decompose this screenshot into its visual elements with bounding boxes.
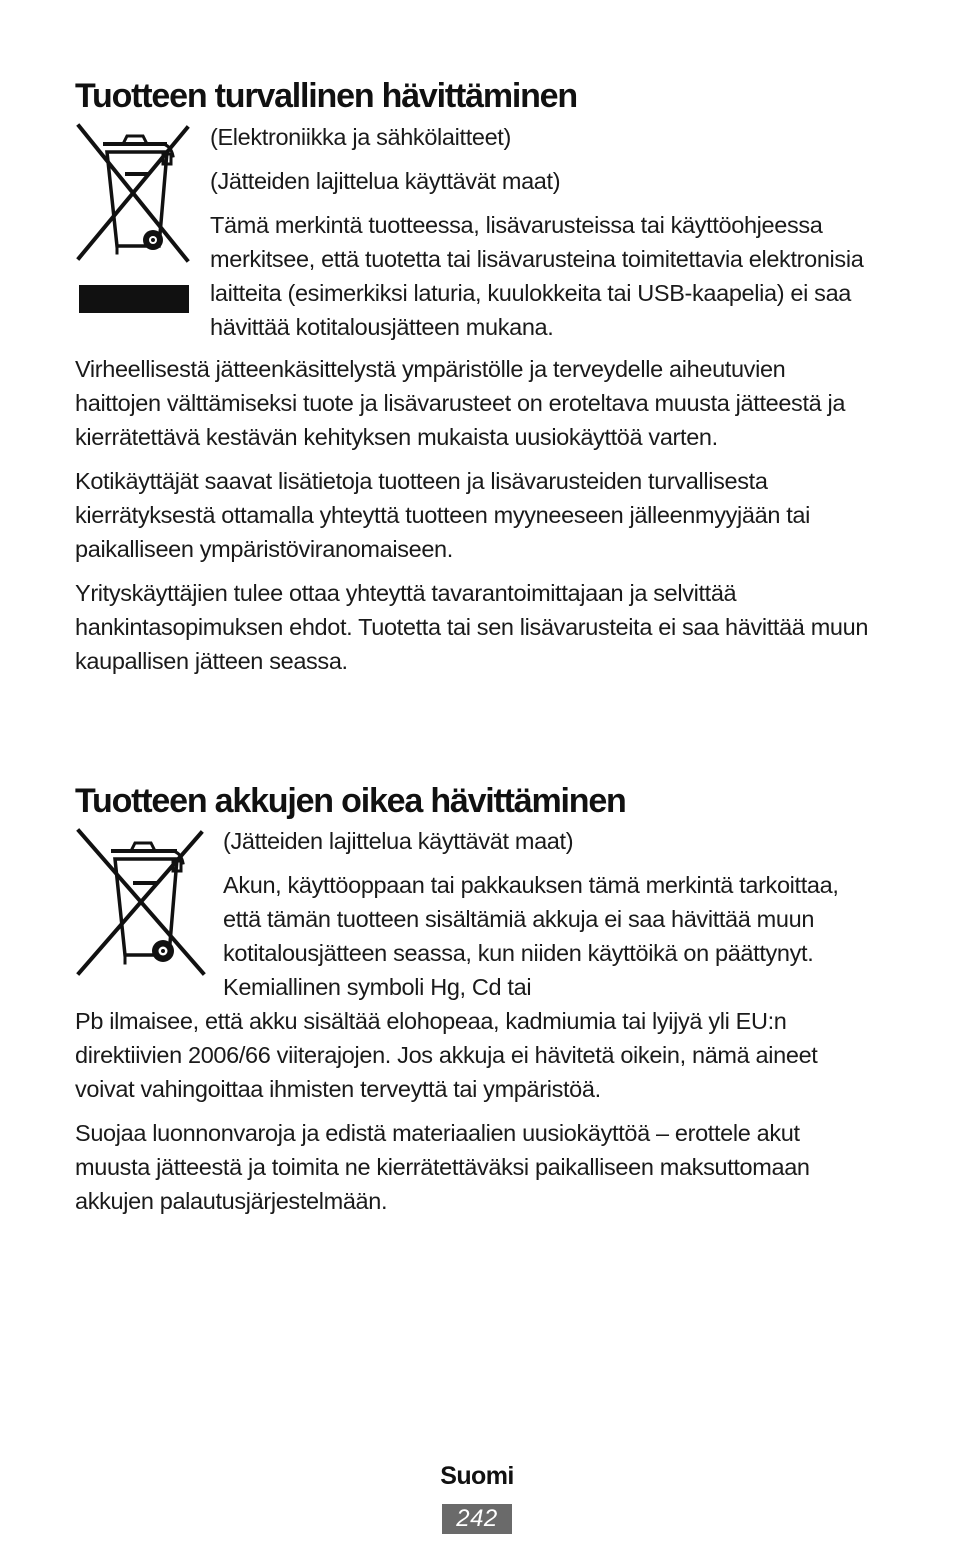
section2-body xyxy=(75,1004,875,1218)
section-title-battery-disposal: Tuotteen akkujen oikea hävittäminen xyxy=(75,782,626,820)
page-number: 242 xyxy=(442,1504,512,1534)
intro-line: (Elektroniikka ja sähkölaitteet) xyxy=(210,124,511,150)
section-title-safe-disposal: Tuotteen turvallinen hävittäminen xyxy=(75,77,577,115)
intro-line: (Jätteiden lajittelua käyttävät maat) xyxy=(223,828,574,854)
paragraph: Kotikäyttäjät saavat lisätietoja tuotteen ja lisävarusteiden turvallisesta kierrätyksestä ottamalla yhteyttä tuotteen myyneeseen jälleenmyyjään tai paikalliseen ympäristöviranomaiseen. xyxy=(75,468,811,562)
solid-bar-mark xyxy=(79,285,189,313)
paragraph-continuation: Pb ilmaisee, että akku sisältää elohopeaa, kadmiumia tai lyijyä yli EU:n direktiivien 2006/66 viiterajojen. Jos akkuja ei hävitetä oikein, nämä aineet voivat vahingoittaa ihmisten terveyttä tai ympäristöä. xyxy=(75,1008,818,1102)
document-page xyxy=(75,0,875,1566)
intro-line: (Jätteiden lajittelua käyttävät maat) xyxy=(210,168,561,194)
footer-language: Suomi xyxy=(440,1462,514,1490)
crossed-out-wheelie-bin-icon xyxy=(75,122,191,267)
section1-intro xyxy=(210,120,875,344)
footer-page-number-wrap xyxy=(0,1504,954,1534)
intro-paragraph: Akun, käyttöoppaan tai pakkauksen tämä merkintä tarkoittaa, että tämän tuotteen sisältämiä akkuja ei saa hävittää muun kotitalousjätteen seassa, kun niiden käyttöikä on päättynyt. Kemiallinen symboli Hg, Cd tai xyxy=(223,872,839,1000)
paragraph: Suojaa luonnonvaroja ja edistä materiaalien uusiokäyttöä – erottele akut muusta jätteestä ja toimita ne kierrätettäväksi paikalliseen maksuttomaan akkujen palautusjärjestelmään. xyxy=(75,1120,810,1214)
intro-paragraph: Tämä merkintä tuotteessa, lisävarusteissa tai käyttöohjeessa merkitsee, että tuotetta tai lisävarusteina toimitettavia elektronisia laitteita (esimerkiksi laturia, kuulokkeita tai USB-kaapelia) ei saa hävittää kotitalousjätteen mukana. xyxy=(210,212,864,340)
paragraph: Yrityskäyttäjien tulee ottaa yhteyttä tavarantoimittajaan ja selvittää hankintasopimuksen ehdot. Tuotetta tai sen lisävarusteita ei saa hävittää muun kaupallisen jätteen seassa. xyxy=(75,580,869,674)
paragraph: Virheellisestä jätteenkäsittelystä ympäristölle ja terveydelle aiheutuvien haittojen välttämiseksi tuote ja lisävarusteet on eroteltava muusta jätteestä ja kierrätettävä kestävän kehityksen mukaista uusiokäyttöä varten. xyxy=(75,356,846,450)
section2-intro xyxy=(223,824,875,1004)
section1-body xyxy=(75,352,875,678)
crossed-out-wheelie-bin-icon xyxy=(75,827,207,977)
